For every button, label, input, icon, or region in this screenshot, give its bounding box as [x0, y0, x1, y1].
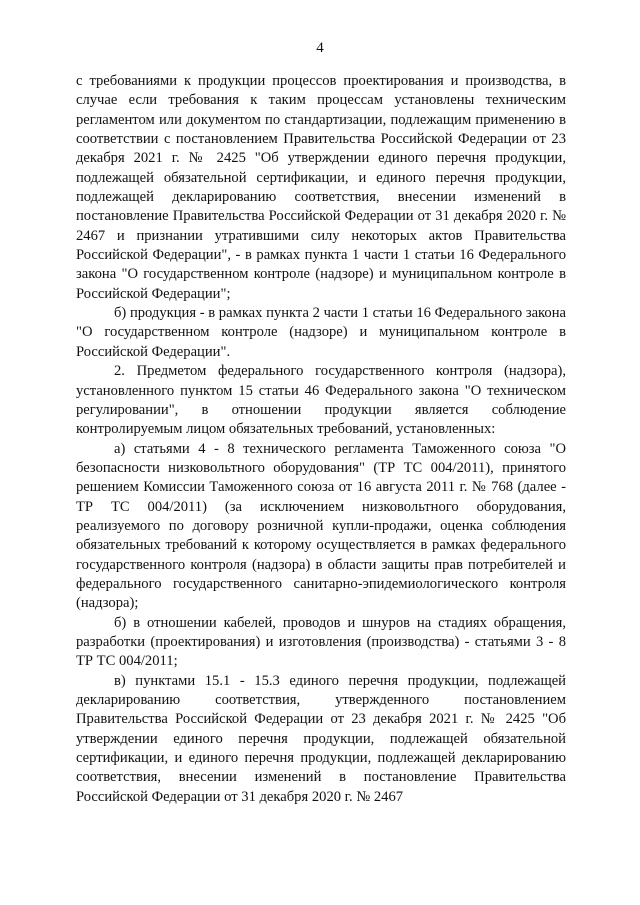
paragraph-item-b-cables: б) в отношении кабелей, проводов и шнуров на стадиях обращения, разработки (проектирования) и изготовления (производства) - статьями 3 - 8 ТР ТС 004/2011; [76, 614, 566, 670]
paragraph-section-2: 2. Предметом федерального государственного контроля (надзора), установленного пунктом 15 статьи 46 Федерального закона "О техническом регулировании", в отношении продукции является соблюдение контролируемым лицом обязательных требований, установленных: [76, 363, 566, 438]
paragraph-item-a-articles: а) статьями 4 - 8 технического регламента Таможенного союза "О безопасности низковольтного оборудования" (ТР ТС 004/2011), принятого решением Комиссии Таможенного союза от 16 августа 2011 г. № 768 (далее - ТР ТС 004/2011) (за исключением низковольтного оборудования, реализуемого по договору розничной купли-продажи, оценка соблюдения обязательных требований к которому осуществляется в рамках федерального государственного контроля (надзора) в области защиты прав потребителей и федерального государственного санитарно-эпидемиологического контроля (надзора); [76, 440, 566, 612]
page-number: 4 [316, 40, 324, 56]
paragraph-item-b-product: б) продукция - в рамках пункта 2 части 1 статьи 16 Федерального закона "О государственном контроле (надзоре) и муниципальном контроле в Российской Федерации". [76, 305, 566, 360]
paragraph-continuation: с требованиями к продукции процессов проектирования и производства, в случае если требования к таким процессам установлены техническим регламентом или документом по стандартизации, подлежащим применению в соответствии с постановлением Правительства Российской Федерации от 23 декабря 2021 г. № 2425 "Об утверждении единого перечня продукции, подлежащей обязательной сертификации, и единого перечня продукции, подлежащей декларированию соответствия, внесении изменений в постановление Правительства Российской Федерации от 31 декабря 2020 г. № 2467 и признании утратившими силу некоторых актов Правительства Российской Федерации", - в рамках пункта 1 части 1 статьи 16 Федерального закона "О государственном контроле (надзоре) и муниципальном контроле в Российской Федерации"; [76, 73, 566, 302]
document-body [76, 72, 566, 807]
paragraph-item-v-points: в) пунктами 15.1 - 15.3 единого перечня продукции, подлежащей декларированию соответствия, утвержденного постановлением Правительства Российской Федерации от 23 декабря 2021 г. № 2425 "Об утверждении единого перечня продукции, подлежащей обязательной сертификации, и единого перечня продукции, подлежащей декларированию соответствия, внесении изменений в постановление Правительства Российской Федерации от 31 декабря 2020 г. № 2467 [76, 672, 566, 805]
